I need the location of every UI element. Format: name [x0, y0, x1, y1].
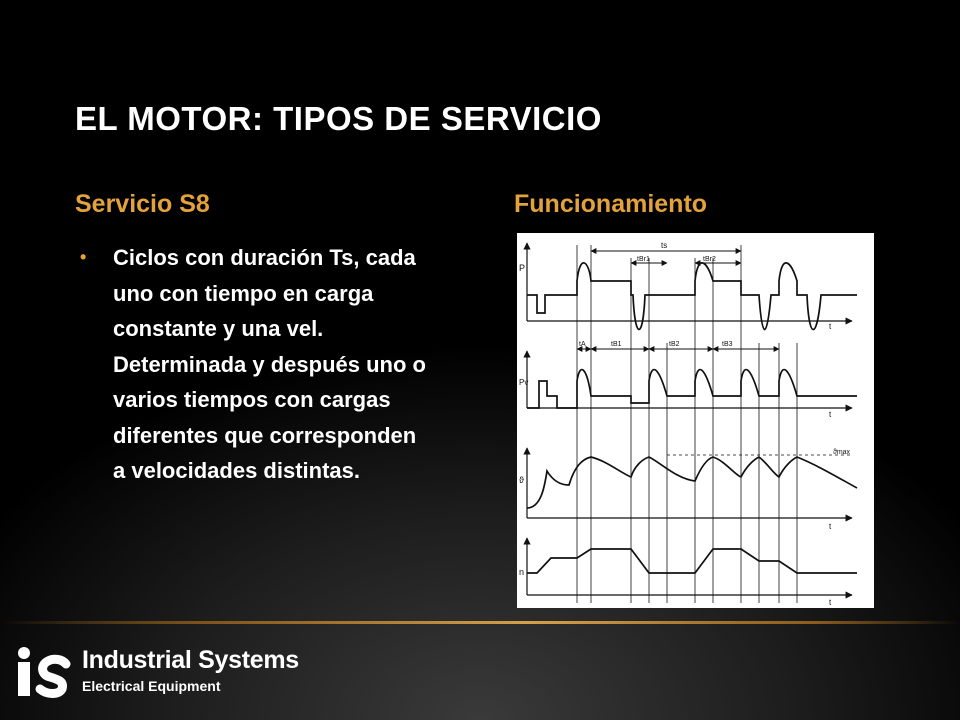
bullet-list [80, 240, 430, 489]
label-p: P [519, 263, 526, 273]
temperature-curve [527, 457, 857, 508]
label-tb1: tB1 [611, 341, 622, 348]
label-tbr1: tBr1 [637, 256, 650, 263]
company-logo [14, 640, 314, 700]
power-curve [527, 263, 857, 330]
is-logo-mark [14, 644, 74, 698]
s8-duty-diagram [517, 233, 874, 608]
label-t-axis-1: t [829, 322, 832, 331]
left-heading: Servicio S8 [75, 190, 210, 218]
label-n: n [519, 567, 525, 577]
label-t-axis-2: t [829, 410, 832, 419]
label-tbr2: tBr2 [703, 256, 716, 263]
right-heading: Funcionamiento [514, 190, 708, 218]
slide-title: EL MOTOR: TIPOS DE SERVICIO [75, 100, 602, 137]
label-t-axis-3: t [829, 522, 832, 531]
label-tb3: tB3 [722, 341, 733, 348]
losses-curve [527, 370, 857, 408]
logo-name: Industrial Systems [82, 646, 299, 674]
bullet-dot-icon: • [80, 247, 87, 267]
label-ts: ts [661, 241, 668, 250]
label-theta: ϑ [519, 475, 524, 485]
label-tb2: tB2 [669, 341, 680, 348]
label-theta-max: ϑmax [833, 449, 851, 456]
label-ta: tA [579, 341, 586, 348]
s8-diagram-svg [517, 233, 874, 608]
cycle-dimensions [577, 251, 779, 349]
speed-curve [527, 549, 857, 573]
footer-divider [0, 621, 960, 624]
label-t-axis-4: t [829, 598, 832, 607]
logo-tagline: Electrical Equipment [82, 678, 221, 694]
label-pv: Pv [519, 378, 529, 387]
bullet-text: Ciclos con duración Ts, cada uno con tiempo en carga constante y una vel. Determinada y después uno o varios tiempos con cargas diferentes que corresponden a velocidades distintas. [113, 245, 426, 483]
bullet-item [80, 240, 430, 489]
